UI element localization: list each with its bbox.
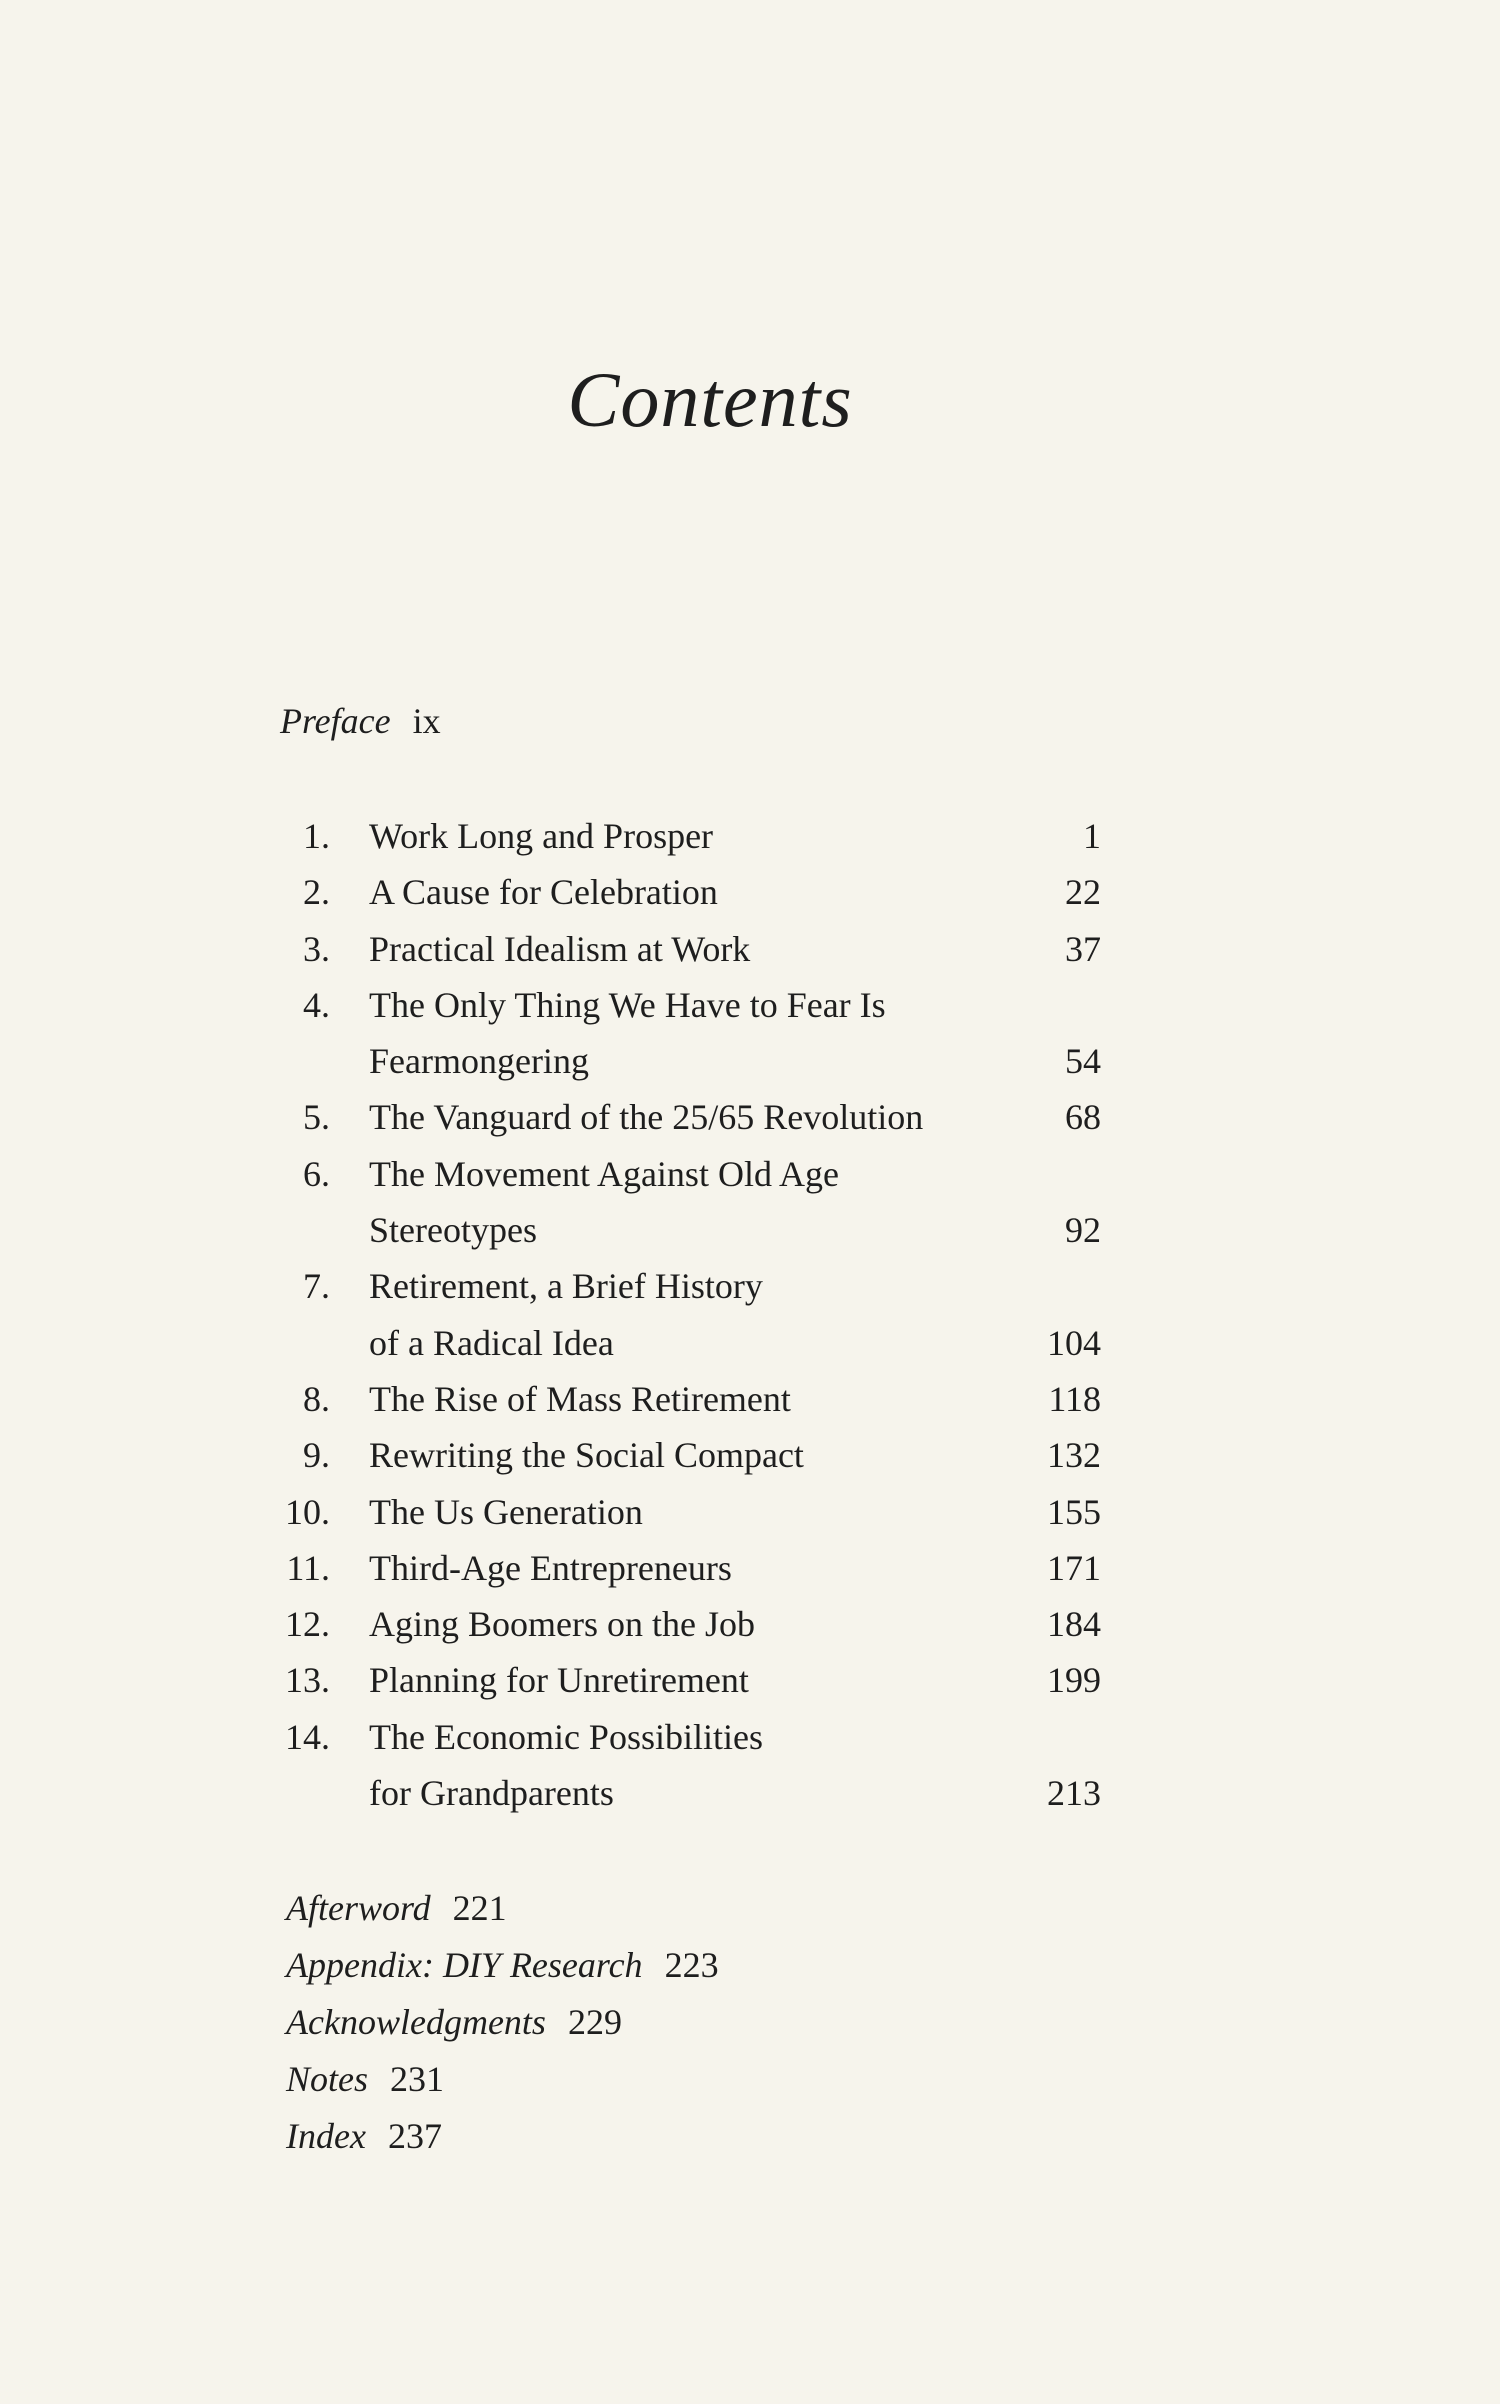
chapter-row — [0, 1540, 1500, 1596]
chapter-row — [0, 1146, 1500, 1202]
chapter-title: Fearmongering — [369, 1041, 589, 1082]
chapter-title: The Vanguard of the 25/65 Revolution — [369, 1097, 924, 1138]
chapter-page: 22 — [1065, 872, 1101, 913]
backmatter-entry — [286, 1880, 719, 1937]
chapter-number: 11. — [286, 1547, 330, 1588]
chapter-row — [0, 977, 1500, 1033]
chapter-row — [0, 1315, 1500, 1371]
backmatter-page: 221 — [452, 1888, 507, 1928]
chapter-title: for Grandparents — [369, 1773, 614, 1814]
chapter-page: 199 — [1047, 1660, 1101, 1701]
chapter-title: Rewriting the Social Compact — [369, 1435, 804, 1476]
backmatter-page: 223 — [664, 1945, 719, 1985]
chapter-page: 155 — [1047, 1491, 1101, 1532]
chapter-list — [0, 808, 1500, 1821]
chapter-row — [0, 1596, 1500, 1652]
chapter-title: Retirement, a Brief History — [369, 1266, 763, 1307]
chapter-number: 6. — [303, 1153, 330, 1194]
preface-page: ix — [412, 701, 441, 741]
chapter-row — [0, 1709, 1500, 1765]
chapter-page: 184 — [1047, 1604, 1101, 1645]
backmatter-label: Acknowledgments — [286, 2002, 546, 2042]
backmatter-label: Afterword — [286, 1888, 431, 1928]
backmatter-label: Index — [286, 2116, 366, 2156]
chapter-title: The Rise of Mass Retirement — [369, 1378, 791, 1419]
chapter-page: 171 — [1047, 1547, 1101, 1588]
chapter-title: The Only Thing We Have to Fear Is — [369, 984, 886, 1025]
chapter-row — [0, 1765, 1500, 1821]
chapter-row — [0, 1089, 1500, 1145]
preface-entry — [280, 700, 441, 742]
chapter-title: Third-Age Entrepreneurs — [369, 1547, 732, 1588]
backmatter-entry — [286, 1937, 719, 1994]
chapter-title: The Economic Possibilities — [369, 1716, 763, 1757]
chapter-number: 7. — [303, 1266, 330, 1307]
backmatter-entry — [286, 2051, 719, 2108]
chapter-title: The Movement Against Old Age — [369, 1153, 839, 1194]
chapter-number: 4. — [303, 984, 330, 1025]
chapter-row — [0, 921, 1500, 977]
chapter-row — [0, 1371, 1500, 1427]
chapter-title: Planning for Unretirement — [369, 1660, 749, 1701]
backmatter-page: 231 — [390, 2059, 445, 2099]
backmatter-entry — [286, 2108, 719, 2165]
chapter-page: 213 — [1047, 1773, 1101, 1814]
chapter-number: 12. — [285, 1604, 330, 1645]
chapter-number: 10. — [285, 1491, 330, 1532]
chapter-row — [0, 1033, 1500, 1089]
backmatter-page: 229 — [567, 2002, 622, 2042]
backmatter-label: Notes — [286, 2059, 369, 2099]
chapter-title: The Us Generation — [369, 1491, 643, 1532]
chapter-row — [0, 808, 1500, 864]
chapter-page: 68 — [1065, 1097, 1101, 1138]
chapter-page: 132 — [1047, 1435, 1101, 1476]
chapter-title: A Cause for Celebration — [369, 872, 718, 913]
chapter-page: 92 — [1065, 1210, 1101, 1251]
chapter-number: 3. — [303, 928, 330, 969]
backmatter-list — [286, 1880, 719, 2165]
chapter-page: 104 — [1047, 1322, 1101, 1363]
chapter-number: 5. — [303, 1097, 330, 1138]
chapter-number: 13. — [285, 1660, 330, 1701]
chapter-row — [0, 1652, 1500, 1708]
chapter-row — [0, 1258, 1500, 1314]
chapter-page: 54 — [1065, 1041, 1101, 1082]
chapter-row — [0, 1202, 1500, 1258]
chapter-row — [0, 864, 1500, 920]
backmatter-label: Appendix: DIY Research — [286, 1945, 643, 1985]
chapter-number: 9. — [303, 1435, 330, 1476]
chapter-page: 1 — [1083, 816, 1101, 856]
chapter-number: 1. — [303, 816, 330, 856]
chapter-number: 14. — [285, 1716, 330, 1757]
page-title: Contents — [567, 356, 853, 443]
chapter-row — [0, 1427, 1500, 1483]
backmatter-entry — [286, 1994, 719, 2051]
chapter-title: Work Long and Prosper — [369, 816, 714, 856]
chapter-title: Stereotypes — [369, 1210, 537, 1251]
chapter-row — [0, 1484, 1500, 1540]
chapter-page: 37 — [1065, 928, 1101, 969]
chapter-number: 8. — [303, 1378, 330, 1419]
chapter-page: 118 — [1048, 1378, 1101, 1419]
preface-label: Preface — [280, 701, 391, 741]
backmatter-page: 237 — [387, 2116, 442, 2156]
chapter-title: Aging Boomers on the Job — [369, 1604, 755, 1645]
chapter-title: of a Radical Idea — [369, 1322, 614, 1363]
chapter-number: 2. — [303, 872, 330, 913]
chapter-title: Practical Idealism at Work — [369, 928, 751, 969]
